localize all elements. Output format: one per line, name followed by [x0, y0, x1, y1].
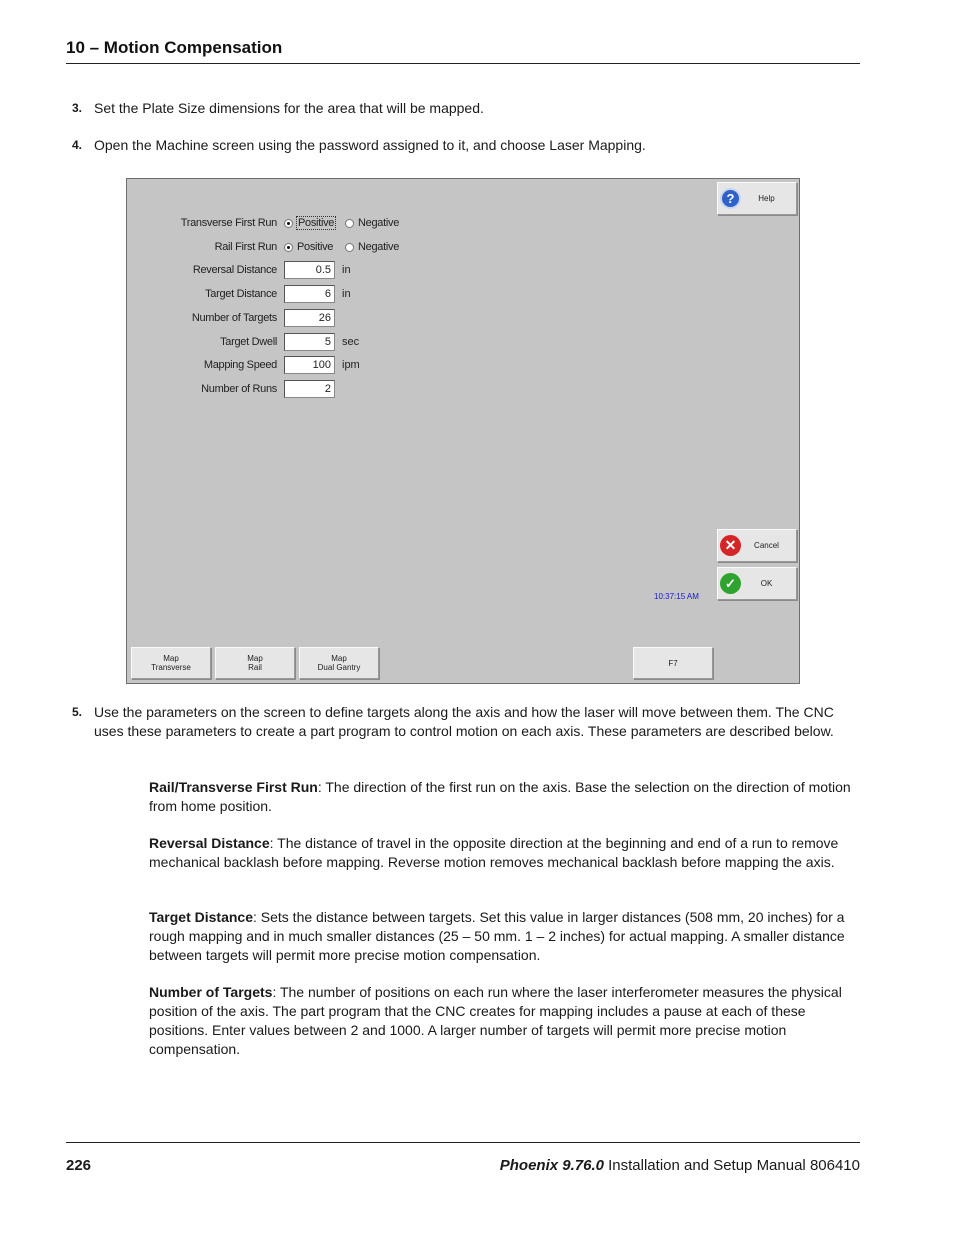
reversal-distance-input[interactable]: 0.5	[284, 261, 335, 279]
radio-label: Negative	[358, 241, 400, 253]
doc-title: Installation and Setup Manual	[608, 1157, 806, 1174]
param-reversal-distance	[149, 834, 861, 872]
radio-unselected-icon	[345, 219, 354, 228]
step-text: Use the parameters on the screen to define targets along the axis and how the laser will move between them. The CNC uses these parameters to create a part program to control motion on each axis. These parameters are described below.	[94, 704, 834, 739]
radio-label: Negative	[358, 217, 400, 229]
ok-button[interactable]	[717, 567, 797, 600]
reversal-distance-unit: in	[342, 264, 351, 276]
number-of-runs-input[interactable]: 2	[284, 380, 335, 398]
target-dwell-unit: sec	[342, 336, 360, 348]
number-of-targets-input[interactable]: 26	[284, 309, 335, 327]
radio-selected-icon	[284, 219, 293, 228]
mapping-speed-label: Mapping Speed	[203, 359, 277, 371]
product-name: Phoenix 9.76.0	[499, 1157, 604, 1174]
map-transverse-softkey[interactable]	[131, 647, 211, 679]
target-distance-unit: in	[342, 288, 351, 300]
mapping-speed-unit: ipm	[342, 359, 360, 371]
doc-number: 806410	[809, 1157, 860, 1174]
cancel-x-icon: ✕	[720, 535, 741, 556]
param-desc: : The distance of travel in the opposite direction at the beginning and end of a run to remove mechanical backlash before mapping. Reverse motion removes mechanical backlash before mapping the axis.	[149, 835, 839, 870]
softkey-line2: Dual Gantry	[317, 663, 361, 672]
map-dual-gantry-softkey[interactable]	[299, 647, 379, 679]
number-of-runs-label: Number of Runs	[201, 383, 277, 395]
param-target-distance	[149, 908, 861, 965]
softkey-line1: F7	[668, 658, 678, 668]
ok-label: OK	[760, 579, 773, 588]
softkey-line1: Map	[331, 654, 347, 663]
page-header	[66, 38, 860, 64]
target-dwell-label: Target Dwell	[220, 336, 277, 348]
cancel-button[interactable]	[717, 529, 797, 562]
softkey-line2: Transverse	[151, 663, 191, 672]
target-dwell-input[interactable]: 5	[284, 333, 335, 351]
radio-label: Positive	[297, 241, 334, 253]
radio-unselected-icon	[345, 243, 354, 252]
softkey-line2: Rail	[248, 663, 262, 672]
step-text: Open the Machine screen using the password assigned to it, and choose Laser Mapping.	[94, 137, 646, 153]
softkey-line1: Map	[163, 654, 179, 663]
target-distance-label: Target Distance	[205, 288, 277, 300]
cancel-label: Cancel	[754, 541, 779, 550]
clock-time: 10:37:15 AM	[654, 592, 699, 601]
softkey-line1: Map	[247, 654, 263, 663]
transverse-first-run-label: Transverse First Run	[180, 217, 277, 229]
checkmark-icon: ✓	[720, 573, 741, 594]
radio-label: Positive	[298, 217, 335, 229]
param-term: Rail/Transverse First Run	[149, 779, 318, 795]
param-desc: : The number of positions on each run where the laser interferometer measures the physical position of the axis. The part program that the CNC creates for mapping includes a pause at each of these positions. Enter values between 2 and 1000. A larger number of targets will permit more precise motion compensation.	[149, 984, 842, 1057]
param-term: Number of Targets	[149, 984, 273, 1000]
rail-first-run-label: Rail First Run	[214, 241, 277, 253]
param-term: Target Distance	[149, 909, 253, 925]
footer-doc-info	[500, 1157, 860, 1174]
step-number: 3.	[72, 101, 83, 115]
step-text: Set the Plate Size dimensions for the area that will be mapped.	[94, 100, 484, 116]
param-desc: : The direction of the first run on the axis. Base the selection on the direction of motion from home position.	[149, 779, 851, 814]
mapping-speed-input[interactable]: 100	[284, 356, 335, 374]
map-rail-softkey[interactable]	[215, 647, 295, 679]
param-desc: : Sets the distance between targets. Set this value in larger distances (508 mm, 20 inches) for a rough mapping and in much smaller distances (25 – 50 mm. 1 – 2 inches) for actual mapping. A smaller distance between targets will permit more precise motion compensation.	[149, 909, 845, 963]
param-rail-transverse-first-run	[149, 778, 861, 816]
step-number: 4.	[72, 138, 83, 152]
chapter-title: 10 – Motion Compensation	[66, 38, 283, 57]
number-of-targets-label: Number of Targets	[191, 312, 277, 324]
rail-negative-radio[interactable]	[345, 241, 399, 253]
rail-positive-radio[interactable]	[284, 241, 333, 253]
param-term: Reversal Distance	[149, 835, 270, 851]
footer-rule	[66, 1142, 860, 1143]
f7-softkey[interactable]	[633, 647, 713, 679]
transverse-positive-radio[interactable]	[284, 217, 335, 229]
radio-selected-icon	[284, 243, 293, 252]
laser-mapping-screen	[126, 178, 800, 684]
param-number-of-targets	[149, 983, 861, 1059]
help-button[interactable]	[717, 182, 797, 215]
help-icon: ?	[720, 188, 741, 209]
transverse-negative-radio[interactable]	[345, 217, 399, 229]
target-distance-input[interactable]: 6	[284, 285, 335, 303]
page-number: 226	[66, 1157, 92, 1174]
step-number: 5.	[72, 705, 83, 719]
reversal-distance-label: Reversal Distance	[192, 264, 277, 276]
help-label: Help	[758, 194, 775, 203]
